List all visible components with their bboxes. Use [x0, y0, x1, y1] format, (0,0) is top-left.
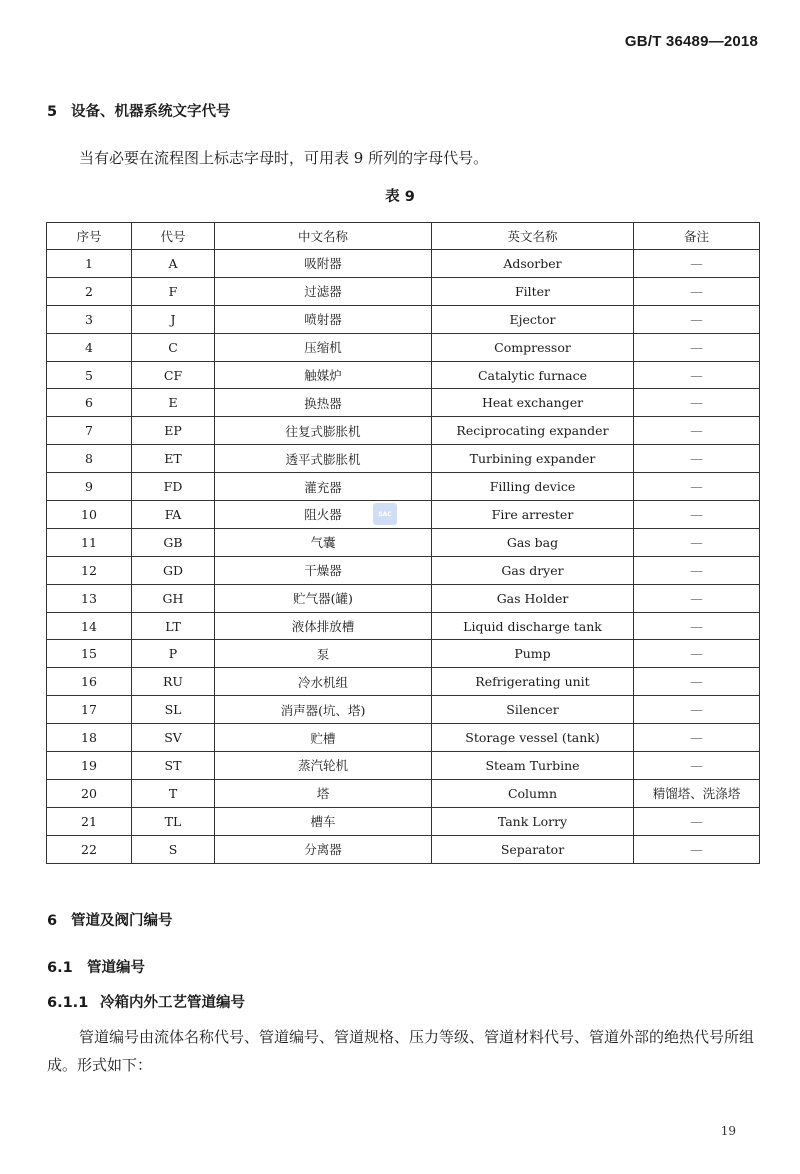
cell-chinese-name: 分离器 [215, 835, 432, 863]
table-header-row [47, 223, 760, 250]
cell-remark: — [634, 612, 760, 640]
cell-code: T [132, 779, 215, 807]
cell-chinese-name: 喷射器 [215, 305, 432, 333]
table-body [47, 250, 760, 864]
cell-remark: — [634, 528, 760, 556]
cell-remark: — [634, 333, 760, 361]
section-number: 6 [47, 913, 58, 929]
cell-remark: — [634, 305, 760, 333]
cell-remark: — [634, 724, 760, 752]
header-serial: 序号 [47, 223, 132, 250]
cell-code: A [132, 250, 215, 278]
cell-remark: — [634, 277, 760, 305]
cell-remark: — [634, 752, 760, 780]
cell-serial: 9 [47, 473, 132, 501]
cell-chinese-name: 干燥器 [215, 556, 432, 584]
cell-chinese-name: 吸附器 [215, 250, 432, 278]
table-row [47, 612, 760, 640]
header-chinese-name: 中文名称 [215, 223, 432, 250]
cell-english-name: Steam Turbine [432, 752, 634, 780]
cell-english-name: Refrigerating unit [432, 668, 634, 696]
section-title: 管道及阀门编号 [71, 913, 173, 929]
cell-serial: 2 [47, 277, 132, 305]
cell-code: P [132, 640, 215, 668]
cell-serial: 6 [47, 389, 132, 417]
section-6-1-1-paragraph: 管道编号由流体名称代号、管道编号、管道规格、压力等级、管道材料代号、管道外部的绝热代号所组成。形式如下： [47, 1028, 755, 1074]
cell-serial: 19 [47, 752, 132, 780]
cell-english-name: Adsorber [432, 250, 634, 278]
cell-english-name: Silencer [432, 696, 634, 724]
cell-code: SL [132, 696, 215, 724]
cell-remark: — [634, 473, 760, 501]
cell-serial: 11 [47, 528, 132, 556]
table-row [47, 361, 760, 389]
cell-serial: 3 [47, 305, 132, 333]
cell-chinese-name: 消声器(坑、塔) [215, 696, 432, 724]
cell-english-name: Catalytic furnace [432, 361, 634, 389]
cell-serial: 21 [47, 807, 132, 835]
table-row [47, 417, 760, 445]
table-row [47, 445, 760, 473]
cell-remark: — [634, 361, 760, 389]
cell-serial: 14 [47, 612, 132, 640]
cell-code: ET [132, 445, 215, 473]
table-row [47, 389, 760, 417]
cell-english-name: Tank Lorry [432, 807, 634, 835]
cell-chinese-name: 过滤器 [215, 277, 432, 305]
table-row [47, 640, 760, 668]
cell-english-name: Liquid discharge tank [432, 612, 634, 640]
cell-remark: — [634, 584, 760, 612]
cell-english-name: Separator [432, 835, 634, 863]
equipment-code-table [46, 222, 760, 864]
page-number: 19 [720, 1124, 736, 1138]
cell-english-name: Heat exchanger [432, 389, 634, 417]
section-title: 冷箱内外工艺管道编号 [100, 995, 245, 1011]
cell-serial: 17 [47, 696, 132, 724]
cell-serial: 18 [47, 724, 132, 752]
cell-code: FD [132, 473, 215, 501]
table-row [47, 696, 760, 724]
section-6-heading [47, 909, 173, 930]
section-number: 5 [47, 104, 58, 120]
cell-code: ST [132, 752, 215, 780]
cell-serial: 10 [47, 501, 132, 529]
section-6-1-1-heading [47, 991, 245, 1012]
section-5-intro: 当有必要在流程图上标志字母时，可用表 9 所列的字母代号。 [79, 149, 489, 167]
table-caption: 表 9 [385, 189, 415, 205]
cell-serial: 1 [47, 250, 132, 278]
section-title: 管道编号 [87, 960, 145, 976]
cell-serial: 8 [47, 445, 132, 473]
cell-remark: 精馏塔、洗涤塔 [634, 779, 760, 807]
cell-code: CF [132, 361, 215, 389]
cell-chinese-name: 透平式膨胀机 [215, 445, 432, 473]
cell-serial: 5 [47, 361, 132, 389]
cell-chinese-name: 塔 [215, 779, 432, 807]
cell-remark: — [634, 417, 760, 445]
cell-english-name: Gas dryer [432, 556, 634, 584]
cell-code: F [132, 277, 215, 305]
cell-remark: — [634, 389, 760, 417]
cell-chinese-name: 压缩机 [215, 333, 432, 361]
cell-english-name: Pump [432, 640, 634, 668]
cell-english-name: Fire arrester [432, 501, 634, 529]
cell-code: FA [132, 501, 215, 529]
cell-code: SV [132, 724, 215, 752]
cell-english-name: Turbining expander [432, 445, 634, 473]
cell-remark: — [634, 668, 760, 696]
standard-code: GB/T 36489—2018 [624, 33, 758, 50]
cell-code: EP [132, 417, 215, 445]
cell-english-name: Column [432, 779, 634, 807]
cell-serial: 7 [47, 417, 132, 445]
section-title: 设备、机器系统文字代号 [71, 104, 231, 120]
cell-chinese-name: 灌充器 [215, 473, 432, 501]
cell-code: S [132, 835, 215, 863]
table-row [47, 779, 760, 807]
cell-english-name: Filling device [432, 473, 634, 501]
cell-chinese-name: 泵 [215, 640, 432, 668]
cell-english-name: Ejector [432, 305, 634, 333]
cell-remark: — [634, 250, 760, 278]
table-row [47, 752, 760, 780]
table-row [47, 333, 760, 361]
cell-code: C [132, 333, 215, 361]
cell-chinese-name: 气囊 [215, 528, 432, 556]
cell-chinese-name: 液体排放槽 [215, 612, 432, 640]
sac-watermark-logo: SAC [373, 503, 397, 525]
table-row [47, 724, 760, 752]
cell-english-name: Gas Holder [432, 584, 634, 612]
section-number: 6.1.1 [47, 995, 89, 1011]
cell-chinese-name: 槽车 [215, 807, 432, 835]
cell-code: E [132, 389, 215, 417]
table-row [47, 277, 760, 305]
section-5-heading [47, 100, 231, 121]
cell-chinese-name: 蒸汽轮机 [215, 752, 432, 780]
cell-code: GD [132, 556, 215, 584]
cell-remark: — [634, 807, 760, 835]
cell-code: LT [132, 612, 215, 640]
cell-english-name: Storage vessel (tank) [432, 724, 634, 752]
header-remark: 备注 [634, 223, 760, 250]
cell-english-name: Compressor [432, 333, 634, 361]
cell-serial: 16 [47, 668, 132, 696]
cell-serial: 4 [47, 333, 132, 361]
table-row [47, 584, 760, 612]
table-row [47, 305, 760, 333]
cell-chinese-name: 贮气器(罐) [215, 584, 432, 612]
table-row [47, 473, 760, 501]
table-row [47, 501, 760, 529]
cell-code: GH [132, 584, 215, 612]
table-row [47, 556, 760, 584]
cell-remark: — [634, 501, 760, 529]
cell-remark: — [634, 640, 760, 668]
table-row [47, 668, 760, 696]
cell-chinese-name: 换热器 [215, 389, 432, 417]
cell-english-name: Gas bag [432, 528, 634, 556]
cell-serial: 22 [47, 835, 132, 863]
cell-chinese-name: 冷水机组 [215, 668, 432, 696]
cell-english-name: Reciprocating expander [432, 417, 634, 445]
table-row [47, 807, 760, 835]
cell-code: GB [132, 528, 215, 556]
cell-serial: 20 [47, 779, 132, 807]
cell-serial: 13 [47, 584, 132, 612]
cell-remark: — [634, 556, 760, 584]
section-number: 6.1 [47, 960, 73, 976]
header-code: 代号 [132, 223, 215, 250]
section-6-1-heading [47, 956, 145, 977]
cell-remark: — [634, 835, 760, 863]
cell-serial: 12 [47, 556, 132, 584]
cell-code: RU [132, 668, 215, 696]
cell-chinese-name: 往复式膨胀机 [215, 417, 432, 445]
table-row [47, 835, 760, 863]
table-row [47, 250, 760, 278]
header-english-name: 英文名称 [432, 223, 634, 250]
cell-remark: — [634, 696, 760, 724]
table-row [47, 528, 760, 556]
cell-serial: 15 [47, 640, 132, 668]
cell-code: TL [132, 807, 215, 835]
cell-english-name: Filter [432, 277, 634, 305]
cell-chinese-name: 阻火器 [215, 501, 432, 529]
cell-remark: — [634, 445, 760, 473]
cell-chinese-name: 触媒炉 [215, 361, 432, 389]
cell-chinese-name: 贮槽 [215, 724, 432, 752]
cell-code: J [132, 305, 215, 333]
